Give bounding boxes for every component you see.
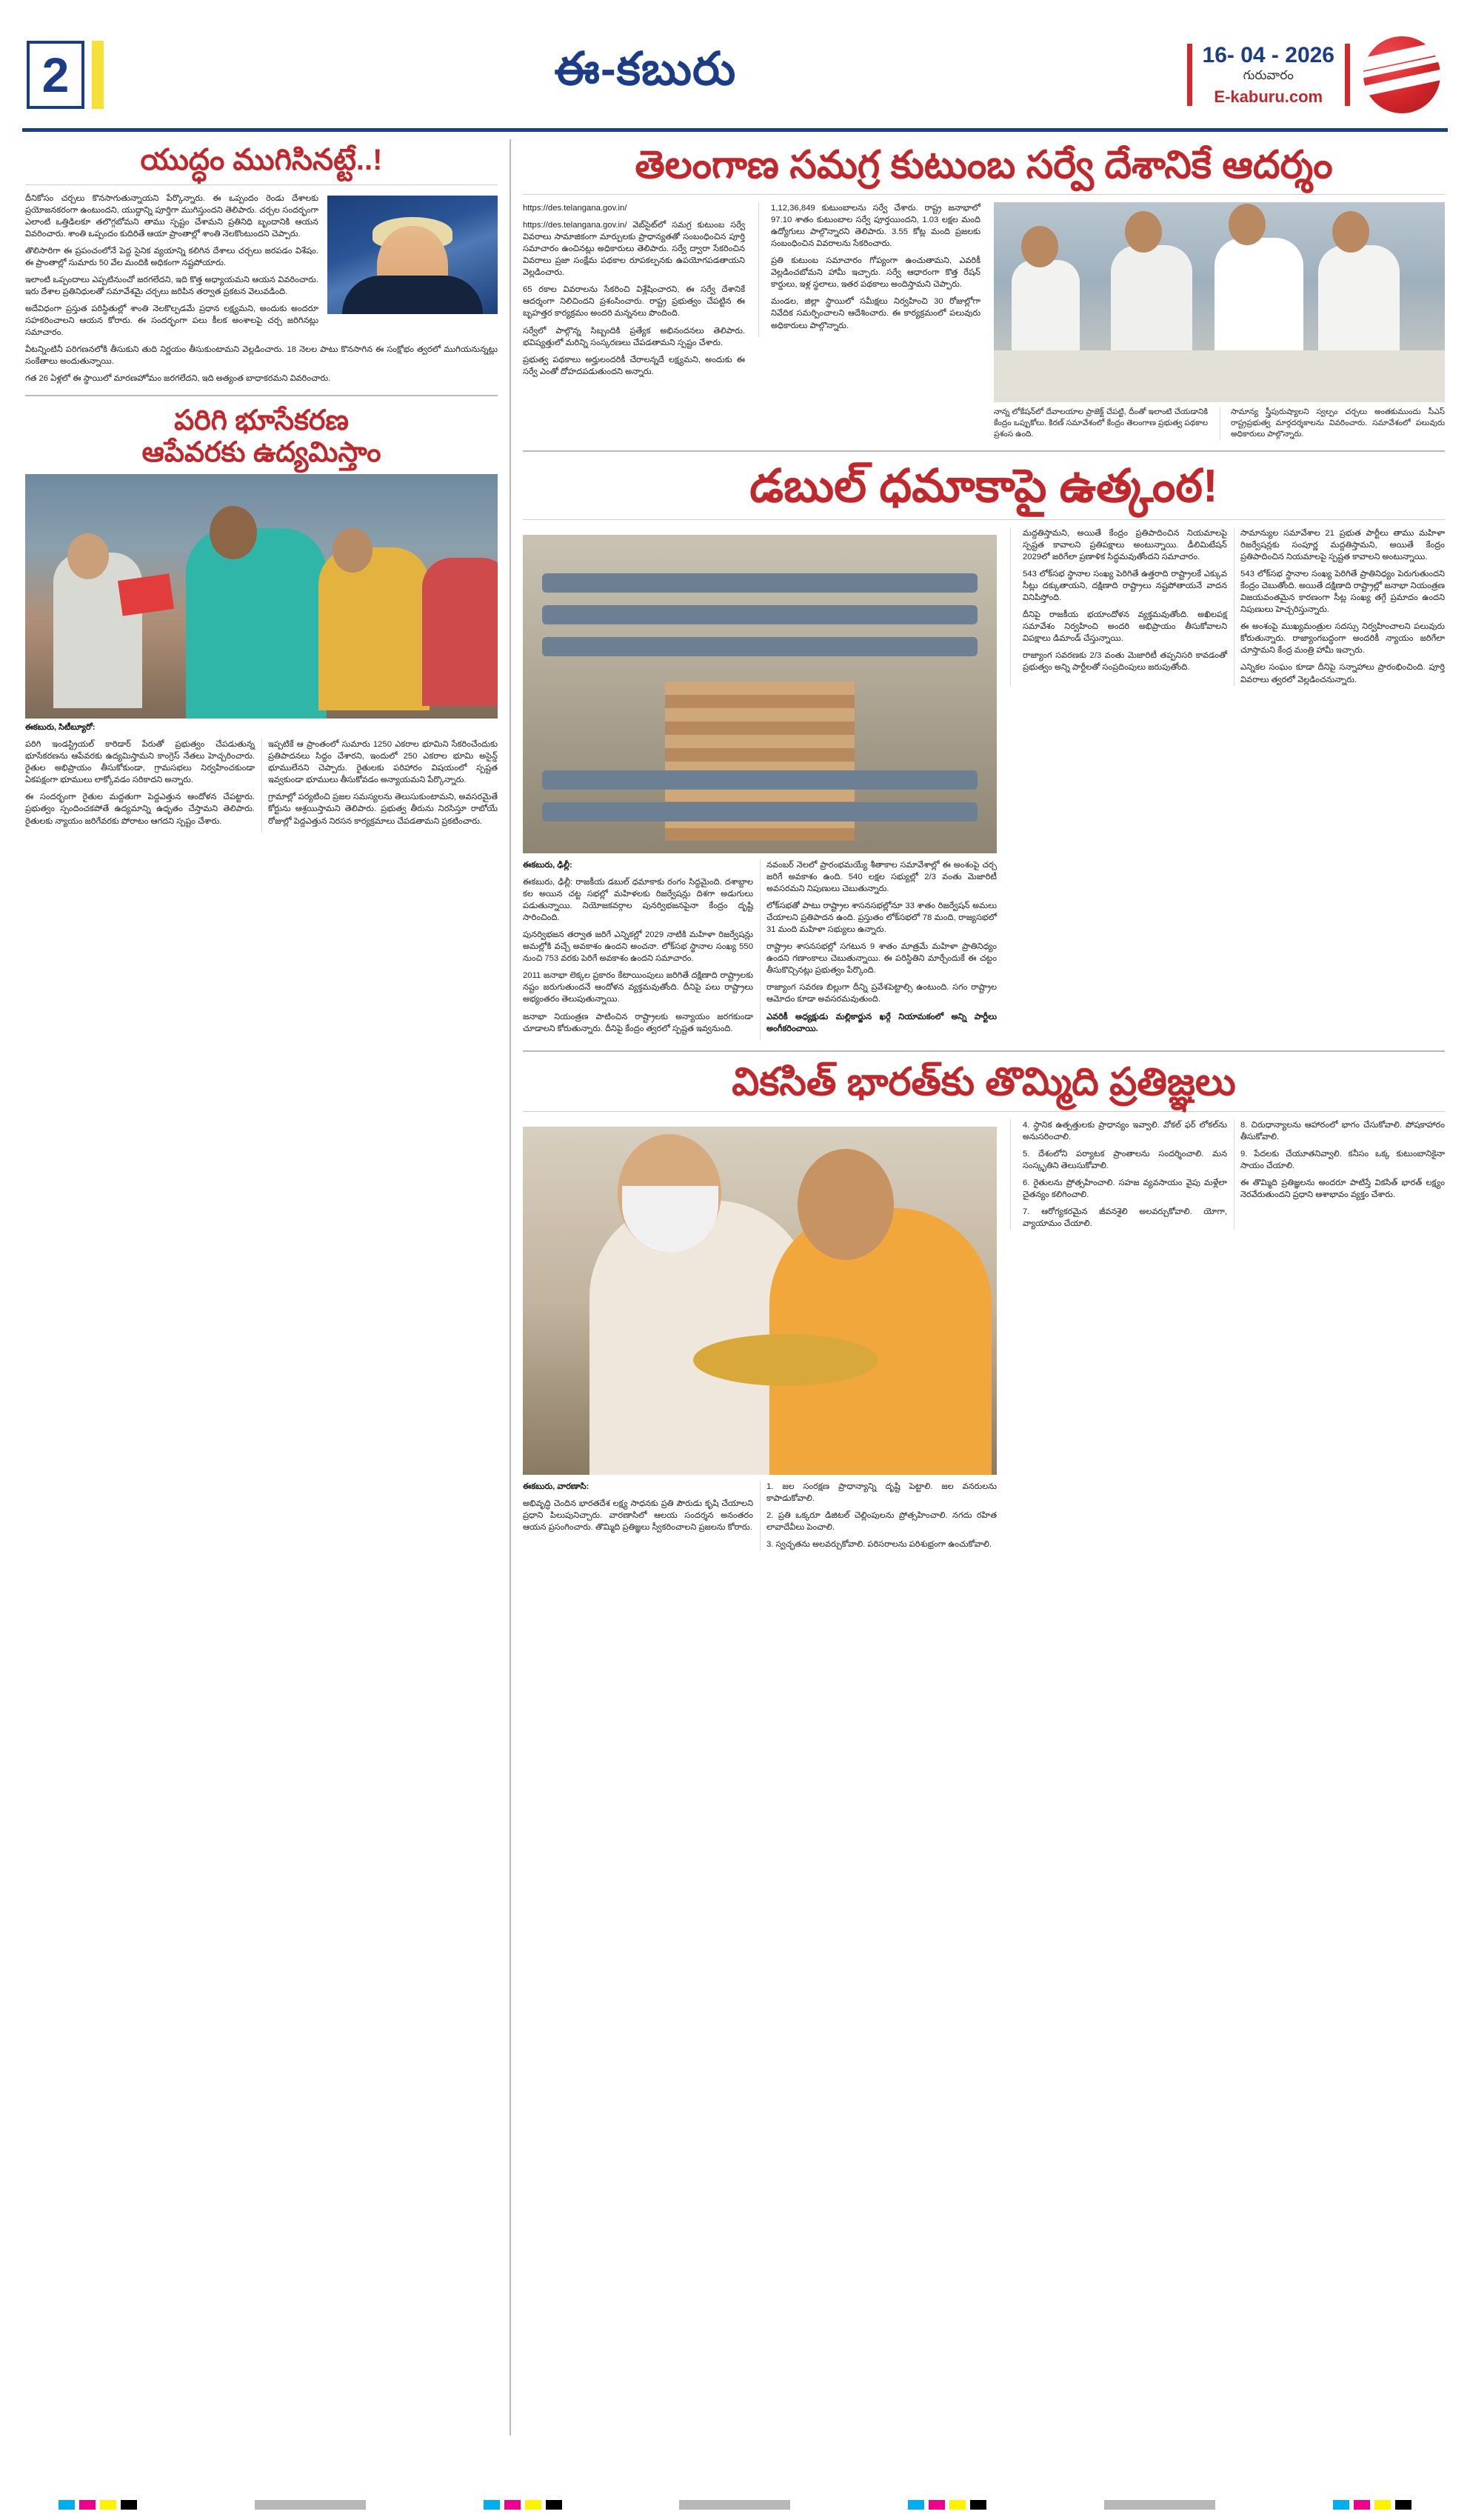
double-c2-p2: లోక్‌సభతో పాటు రాష్ట్రాల శాసనసభల్లోనూ 33 శాతం రిజర్వేషన్ అమలు చేయాలని ప్రతిపాదన ఉంది. ప్రస్తుతం లోక్‌సభలో 78 మంది, రాజ్యసభలో 31 మంది మహిళా సభ్యులు ఉన్నారు.: [766, 901, 997, 935]
double-c1-p3: 2011 జనాభా లెక్కల ప్రకారం కేటాయింపులు జరిగితే దక్షిణాది రాష్ట్రాలకు నష్టం జరుగుతుందనే ఆందోళన వ్యక్తమవుతోంది. దీనిపై పలు రాష్ట్రాలు అభ్యంతరం తెలుపుతున్నాయి.: [523, 971, 753, 1004]
nameplate-title: ఈ-కబురు: [554, 43, 737, 95]
swatch-yellow: [949, 2500, 966, 2510]
article1-p4: అదేవిధంగా ప్రస్తుత పరిస్థితుల్లో శాంతి నెలకొల్పడమే ప్రధాన లక్ష్యమని, అందుకు అందరూ సహకరించాలని ఆయన కోరారు. ఈ సందర్భంగా పలు కీలక అంశాలపై చర్చ జరిగినట్లు సమాచారం.: [25, 304, 318, 338]
footer-registration-bars: [0, 2500, 1470, 2510]
color-swatch-group-3: [908, 2500, 986, 2510]
article2-dateline: ఈకబురు, సిటీబ్యూరో:: [25, 723, 96, 733]
vikasit-pledge-5: 5. దేశంలోని పర్యాటక ప్రాంతాలను సందర్శించాలి. మన సంస్కృతిని తెలుసుకోవాలి.: [1023, 1149, 1227, 1170]
right-column: [511, 139, 1448, 2436]
article1-headline: యుద్ధం ముగిసినట్టే..!: [140, 144, 383, 176]
vikasit-pledge-7: 7. ఆరోగ్యకరమైన జీవనశైలి అలవర్చుకోవాలి. యోగా, వ్యాయామం చేయాలి.: [1023, 1207, 1227, 1229]
swatch-cyan: [908, 2500, 924, 2510]
swatch-black: [546, 2500, 562, 2510]
double-c2-p1: నవంబర్ నెలలో ప్రారంభమయ్యే శీతాకాల సమావేశాల్లో ఈ అంశంపై చర్చ జరిగే అవకాశం ఉంది. 540 లక్షల సభ్యుల్లో 2/3 వంతు మెజారిటీ అవసరమని నిపుణులు చెబుతున్నారు.: [766, 861, 997, 894]
pm-modi-temple-photo: [523, 1127, 997, 1475]
issue-date: 16- 04 - 2026: [1202, 42, 1334, 67]
survey-col2: [758, 202, 980, 336]
article2-p3: ఇప్పటికే ఆ ప్రాంతంలో సుమారు 1250 ఎకరాల భూమిని సేకరించేందుకు ప్రతిపాదనలు సిద్ధం చేశారని, ఇందులో 250 ఎకరాల భూమి అసైన్డ్ భూములేనని చెప్పారు. రైతులకు పరిహారం విషయంలో స్పష్టత ఇవ్వకుండా భూములు తీసుకోవడం అన్యాయమని పేర్కొన్నారు.: [268, 740, 498, 785]
vikasit-pledge-6: 6. రైతులను ప్రోత్సహించాలి. సహజ వ్యవసాయం వైపు మళ్లేలా చైతన్యం కలిగించాలి.: [1023, 1178, 1227, 1199]
double-dateline: ఈకబురు, ఢిల్లీ:: [523, 861, 572, 870]
double-c3-p2: 543 లోక్‌సభ స్థానాల సంఖ్య పెరిగితే ఉత్తరాది రాష్ట్రాలకే ఎక్కువ సీట్లు దక్కుతాయని, దక్షిణాది రాష్ట్రాలు నష్టపోతాయనే వాదన వినిపిస్తోంది.: [1023, 570, 1227, 603]
page-number: 2: [27, 41, 84, 109]
vikasit-dateline: ఈకబురు, వారణాసి:: [523, 1481, 589, 1491]
swatch-yellow: [1374, 2500, 1391, 2510]
swatch-cyan: [484, 2500, 500, 2510]
double-c2-p3: రాష్ట్రాల శాసనసభల్లో సగటున 9 శాతం మాత్రమే మహిళా ప్రాతినిధ్యం ఉందని గణాంకాలు చెబుతున్నాయి. ఈ పరిస్థితిని మార్చేందుకే ఈ చట్టం తీసుకొచ్చినట్లు ప్రభుత్వం పేర్కొంది.: [766, 942, 997, 976]
article2-p1: పరిగి ఇండస్ట్రియల్ కారిడార్ పేరుతో ప్రభుత్వం చేపడుతున్న భూసేకరణను ఆపేవరకు ఉద్యమిస్తామని కాంగ్రెస్ నేతలు హెచ్చరించారు. రైతుల అభిప్రాయం తీసుకోకుండా, గ్రామసభలు నిర్వహించకుండా ఏకపక్షంగా భూములు లాక్కోవడం సరికాదని అన్నారు.: [25, 740, 255, 785]
vikasit-pledge-1: 1. జల సంరక్షణ ప్రాధాన్యాన్ని దృష్టి పెట్టాలి. జల వనరులను కాపాడుకోవాలి.: [766, 1481, 997, 1503]
swatch-yellow: [525, 2500, 541, 2510]
vikasit-intro: అభివృద్ధి చెందిన భారతదేశ లక్ష్య సాధనకు ప్రతి పౌరుడు కృషి చేయాలని ప్రధాని పిలుపునిచ్చారు. వారణాసిలో ఆలయ సందర్శన అనంతరం ఆయన ప్రసంగించారు. తొమ్మిది ప్రతిజ్ఞలు స్వీకరించాలని ప్రజలను కోరారు.: [523, 1499, 753, 1532]
swatch-black: [121, 2500, 137, 2510]
double-c4-p4: ఎన్నికల సంఘం కూడా దీనిపై సన్నాహాలు ప్రారంభించింది. పూర్తి వివరాలు త్వరలో వెల్లడించనున్నారు.: [1240, 663, 1445, 684]
article1-p3: ఇలాంటి ఒప్పందాలు ఎప్పటినుంచో జరగలేదని, ఇది కొత్త అధ్యాయమని ఆయన వివరించారు. ఇరు దేశాల ప్రతినిధులతో సమావేశమై చర్చలు జరిపిన తర్వాత ప్రకటన వెలువడింది.: [25, 275, 318, 297]
article1-p5: వీటన్నింటినీ పరిగణనలోకి తీసుకుని తుది నిర్ణయం తీసుకుంటామని వెల్లడించారు. 18 నెలల పాటు కొనసాగిన ఈ సంక్షోభం త్వరలో ముగియనున్నట్లు సంకేతాలు అందుతున్నాయి.: [25, 345, 498, 367]
survey-c2-p3: మండల, జిల్లా స్థాయిలో సమీక్షలు నిర్వహించి 30 రోజుల్లోగా నివేదిక సమర్పించాలని ఆదేశించారు. ఈ కార్యక్రమంలో పలువురు అధికారులు పాల్గొన్నారు.: [771, 297, 980, 330]
article2-headline-line2: ఆపేవరకు ఉద్యమిస్తాం: [141, 436, 381, 468]
double-c2-p4: రాజ్యాంగ సవరణ బిల్లుగా దీన్ని ప్రవేశపెట్టాల్సి ఉంటుంది. సగం రాష్ట్రాల ఆమోదం కూడా అవసరమవుతుంది.: [766, 983, 997, 1004]
article1-p6: గత 26 ఏళ్లలో ఈ స్థాయిలో మారణహోమం జరగలేదని, ఇది అత్యంత బాధాకరమని వివరించారు.: [25, 374, 331, 384]
survey-col1: [523, 202, 745, 382]
survey-c2-p1: 1,12,36,849 కుటుంబాలను సర్వే చేశారు. రాష్ట్ర జనాభాలో 97.10 శాతం కుటుంబాల సర్వే పూర్తయిందని, 1.03 లక్షల మంది ఉద్యోగులు పాల్గొన్నారని తెలిపారు. 3.55 కోట్ల మంది ప్రజలకు సంబంధించిన వివరాలను సేకరించారు.: [771, 204, 980, 249]
swatch-magenta: [929, 2500, 945, 2510]
yellow-accent-bar: [92, 41, 104, 109]
article2-headline-line1: పరిగి భూసేకరణ: [174, 405, 349, 437]
double-c4-p2: 543 లోక్‌సభ స్థానాల సంఖ్య పెరిగితే ప్రాతినిధ్యం పెరుగుతుందని కేంద్రం చెబుతోంది. అయితే దక్షిణాది రాష్ట్రాల్లో జనాభా నియంత్రణ విజయవంతమైన కారణంగా సీట్ల సంఖ్య తగ్గే ప్రమాదం ఉందని నిపుణులు హెచ్చరిస్తున్నారు.: [1240, 570, 1445, 615]
double-c1-p1: ఈకబురు, ఢిల్లీ: రాజకీయ డబుల్ ధమాకాకు రంగం సిద్ధమైంది. దశాబ్దాల కల అయిన చట్ట సభల్లో మహిళలకు రిజర్వేషన్లు దిశగా అడుగులు పడుతున్నాయి. నియోజకవర్గాల పునర్విభజనపైనా కేంద్రం దృష్టి సారించింది.: [523, 878, 753, 923]
masthead: [22, 21, 1448, 132]
gray-registration-block-3: [1104, 2500, 1215, 2510]
article1-p2: తొలిసారిగా ఈ ప్రపంచంలోనే పెద్ద సైనిక వ్యయాన్ని కలిగిన దేశాలు చర్చలు జరపడం విశేషం. ఈ ప్రాంతాల్లో సుమారు 50 వేల మందికి అధికంగా నష్టపోయారు.: [25, 246, 318, 267]
date-block: [1187, 43, 1350, 106]
survey-c1-p3: సర్వేలో పాల్గొన్న సిబ్బందికి ప్రత్యేక అభినందనలు తెలిపారు. భవిష్యత్తులో మరిన్ని సంస్కరణలు చేపడతామని స్పష్టం చేశారు.: [523, 326, 745, 347]
issue-weekday: గురువారం: [1243, 68, 1294, 83]
color-swatch-group-4: [1333, 2500, 1411, 2510]
article2-body: [25, 739, 498, 832]
double-c3-p1: మద్దతిస్తామని, అయితే కేంద్రం ప్రతిపాదించిన నియమాలపై స్పష్టత కావాలని ప్రతిపక్షాలు అంటున్నాయి. డీలిమిటేషన్ 2029లో జరిగేలా ప్రణాళిక సిద్ధమవుతోందని సమాచారం.: [1023, 529, 1227, 562]
article1-p1: దీనికోసం చర్చలు కొనసాగుతున్నాయని పేర్కొన్నారు. ఈ ఒప్పందం రెండు దేశాలకు ప్రయోజనకరంగా ఉంటుందని, యుద్ధాన్ని పూర్తిగా ముగిస్తుందని తెలిపారు. చర్చల సందర్భంగా ఎలాంటి ఒత్తిడిలకూ తలొగ్గబోమని తాము స్పష్టం చేశామని ప్రతినిధి బృందానికి ఆయన వివరించారు. శాంతి ఒప్పందం కుదిరితే ఆయా ప్రాంతాల్లో శాంతి నెలకొంటుందని చెప్పారు.: [25, 193, 318, 239]
vikasit-body-right: [1010, 1119, 1445, 1230]
trump-portrait-photo: [327, 196, 498, 314]
survey-headline: తెలంగాణ సమగ్ర కుటుంబ సర్వే దేశానికే ఆదర్శం: [635, 144, 1333, 187]
parliament-chamber-photo: [523, 535, 997, 853]
vikasit-pledge-8: 8. చిరుధాన్యాలను ఆహారంలో భాగం చేసుకోవాలి. పోషకాహారం తీసుకోవాలి.: [1240, 1120, 1445, 1141]
swatch-black: [1395, 2500, 1411, 2510]
protest-photo: [25, 474, 498, 719]
survey-c1-p2: 65 రకాల వివరాలను సేకరించి విశ్లేషించారని, ఈ సర్వే దేశానికే ఆదర్శంగా నిలిచిందని ప్రశంసించారు. రాష్ట్ర ప్రభుత్వం చేపట్టిన ఈ బృహత్తర కార్యక్రమం అందరి మన్ననలు పొందింది.: [523, 285, 745, 319]
double-signoff: ఎవరికీ అధ్యక్షుడు మల్లికార్జున ఖర్గే నియామకంలో అన్ని పార్టీలు అంగీకరించాయి.: [766, 1012, 997, 1033]
double-c1-p2: పునర్విభజన తర్వాత జరిగే ఎన్నికల్లో 2029 నాటికి మహిళా రిజర్వేషన్లు అమల్లోకి వచ్చే అవకాశం ఉందని అంచనా. లోక్‌సభ స్థానాల సంఖ్య 550 నుంచి 753 వరకు పెరిగే అవకాశం ఉందని సమాచారం.: [523, 930, 753, 964]
vikasit-body-left: [523, 1481, 997, 1550]
article2-p2: ఈ సందర్భంగా రైతుల మద్దతుగా పెద్దఎత్తున ఆందోళన చేపట్టారు. ప్రభుత్వం స్పందించకపోతే ఉద్యమాన్ని ఉధృతం చేస్తామని తెలిపారు. రైతులకు న్యాయం జరిగేవరకు పోరాటం ఆగదని స్పష్టం చేశారు.: [25, 793, 255, 826]
right-red-rule: [1345, 44, 1350, 106]
double-c3-p3: దీనిపై రాజకీయ భయాందోళన వ్యక్తమవుతోంది. అఖిలపక్ష సమావేశం నిర్వహించి అందరి అభిప్రాయం తీసుకోవాలని విపక్షాలు డిమాండ్ చేస్తున్నాయి.: [1023, 610, 1227, 644]
vikasit-closing: ఈ తొమ్మిది ప్రతిజ్ఞలను అందరూ పాటిస్తే వికసిత్ భారత్ లక్ష్యం నెరవేరుతుందని ప్రధాని ఆశాభావం వ్యక్తం చేశారు.: [1240, 1178, 1445, 1199]
color-swatch-group-2: [484, 2500, 562, 2510]
double-story-body-left: [523, 859, 997, 1039]
double-c3-p4: రాజ్యాంగ సవరణకు 2/3 వంతు మెజారిటీ తప్పనిసరి కావడంతో ప్రభుత్వం అన్ని పార్టీలతో సంప్రదింపులు జరుపుతోంది.: [1023, 651, 1227, 673]
vikasit-pledge-2: 2. ప్రతి ఒక్కరూ డిజిటల్ చెల్లింపులను ప్రోత్సహించాలి. నగదు రహిత లావాదేవీలు పెంచాలి.: [766, 1510, 997, 1532]
swatch-cyan: [1333, 2500, 1349, 2510]
swatch-magenta: [1354, 2500, 1370, 2510]
page-content: [22, 139, 1448, 2436]
color-swatch-group-1: [59, 2500, 137, 2510]
swatch-magenta: [504, 2500, 521, 2510]
vikasit-pledge-9: 9. పేదలకు చేయూతనివ్వాలి. కనీసం ఒక్క కుటుంబానికైనా సాయం చేయాలి.: [1240, 1149, 1445, 1170]
survey-photo-caption-1: నాన్న లోకేషన్‌లో దేవాలయాల ప్రాజెక్ట్ చేపట్టి, దీంతో ఇలాంటి చేయడానికి కేంద్రం ఒప్పుకోలు. కిరణ్‌ సమావేశంలో కేంద్రం తెలంగాణ ప్రభుత్వ పథకాల ప్రశంస ఉంది.: [994, 407, 1208, 439]
survey-url[interactable]: https://des.telangana.gov.in/: [523, 204, 627, 213]
article2-p4: గ్రామాల్లో పర్యటించి ప్రజల సమస్యలను తెలుసుకుంటామని, అవసరమైతే కోర్టును ఆశ్రయిస్తామని తెలిపారు. ప్రభుత్వ తీరును నిరసిస్తూ రాబోయే రోజుల్లో పెద్దఎత్తున నిరసన కార్యక్రమాలు చేపడతామని ప్రకటించారు.: [268, 793, 498, 826]
survey-c1-p1: https://des.telangana.gov.in/ వెబ్‌సైట్‌లో సమగ్ర కుటుంబ సర్వే వివరాలు సామాజికంగా మార్పులకు ప్రాధాన్యతతో సంబంధించిన పూర్తి సమాచారం ఉంచినట్లు అధికారులు తెలిపారు. సర్వే ద్వారా సేకరించిన వివరాలు ప్రజా సంక్షేమ పథకాల రూపకల్పనకు ఉపయోగపడతాయని వెల్లడించారు.: [523, 221, 745, 278]
vikasit-headline: వికసిత్ భారత్‌కు తొమ్మిది ప్రతిజ్ఞలు: [732, 1060, 1236, 1104]
gray-registration-block-1: [255, 2500, 366, 2510]
survey-c1-p4: ప్రభుత్వ పథకాలు అర్హులందరికీ చేరాలన్నదే లక్ష్యమని, అందుకు ఈ సర్వే ఎంతో దోహదపడుతుందని అన్నారు.: [523, 355, 745, 376]
swatch-magenta: [79, 2500, 96, 2510]
swatch-yellow: [100, 2500, 116, 2510]
survey-c2-p2: ప్రతి కుటుంబ సమాచారం గోప్యంగా ఉంచుతామని, ఎవరికీ వెల్లడించబోమని హామీ ఇచ్చారు. సర్వే ఆధారంగా కొత్త రేషన్ కార్డులు, ఇళ్ల స్థలాలు, ఇతర పథకాలు అందిస్తామని చెప్పారు.: [771, 256, 980, 290]
swatch-cyan: [59, 2500, 75, 2510]
press-meet-photo: [994, 202, 1445, 402]
double-c4-p1: సామాన్యుల సమావేశాల 21 ప్రభుత పార్టీలు తాము మహిళా రిజర్వేషన్లకు సంపూర్ణ మద్దతిస్తామని, అయితే కేంద్రం ప్రతిపాదించిన నియమాలపై స్పష్టత కావాలని అంటున్నాయి.: [1240, 529, 1445, 562]
gray-registration-block-2: [679, 2500, 790, 2510]
left-red-rule: [1187, 44, 1192, 106]
globe-logo-icon: [1363, 36, 1440, 113]
double-story-headline: డబుల్ ధమాకాపై ఉత్కంఠ!: [749, 460, 1218, 512]
website-url[interactable]: E-kaburu.com: [1214, 87, 1323, 106]
double-c1-p4: జనాభా నియంత్రణ పాటించిన రాష్ట్రాలకు అన్యాయం జరగకుండా చూడాలని కోరుతున్నారు. దీనిపై కేంద్రం త్వరలో స్పష్టత ఇవ్వనుంది.: [523, 1012, 753, 1033]
double-c4-p3: ఈ అంశంపై ముఖ్యమంత్రుల సదస్సు నిర్వహించాలని పలువురు కోరుతున్నారు. రాజ్యాంగబద్ధంగా అందరికీ న్యాయం జరిగేలా చూస్తామని కేంద్ర మంత్రి హామీ ఇచ్చారు.: [1240, 622, 1445, 656]
survey-photo-caption-2: సామాన్య స్త్రీపురుష్యాలని స్వల్పం చర్చలు అంతకుముందు సీఎస్ రాష్ట్రప్రభుత్వ మార్గదర్శకాలను వివరించారు. సమావేశంలో పలువురు అధికారులు పాల్గొన్నారు.: [1220, 407, 1445, 439]
double-story-body-right: [1010, 527, 1445, 685]
left-column: [22, 139, 511, 2436]
vikasit-pledge-3: 3. స్వచ్ఛతను అలవర్చుకోవాలి. పరిసరాలను పరిశుభ్రంగా ఉంచుకోవాలి.: [766, 1539, 992, 1549]
swatch-black: [970, 2500, 986, 2510]
vikasit-pledge-4: 4. స్థానిక ఉత్పత్తులకు ప్రాధాన్యం ఇవ్వాలి. వోకల్ ఫర్ లోకల్‌ను అనుసరించాలి.: [1023, 1120, 1227, 1141]
